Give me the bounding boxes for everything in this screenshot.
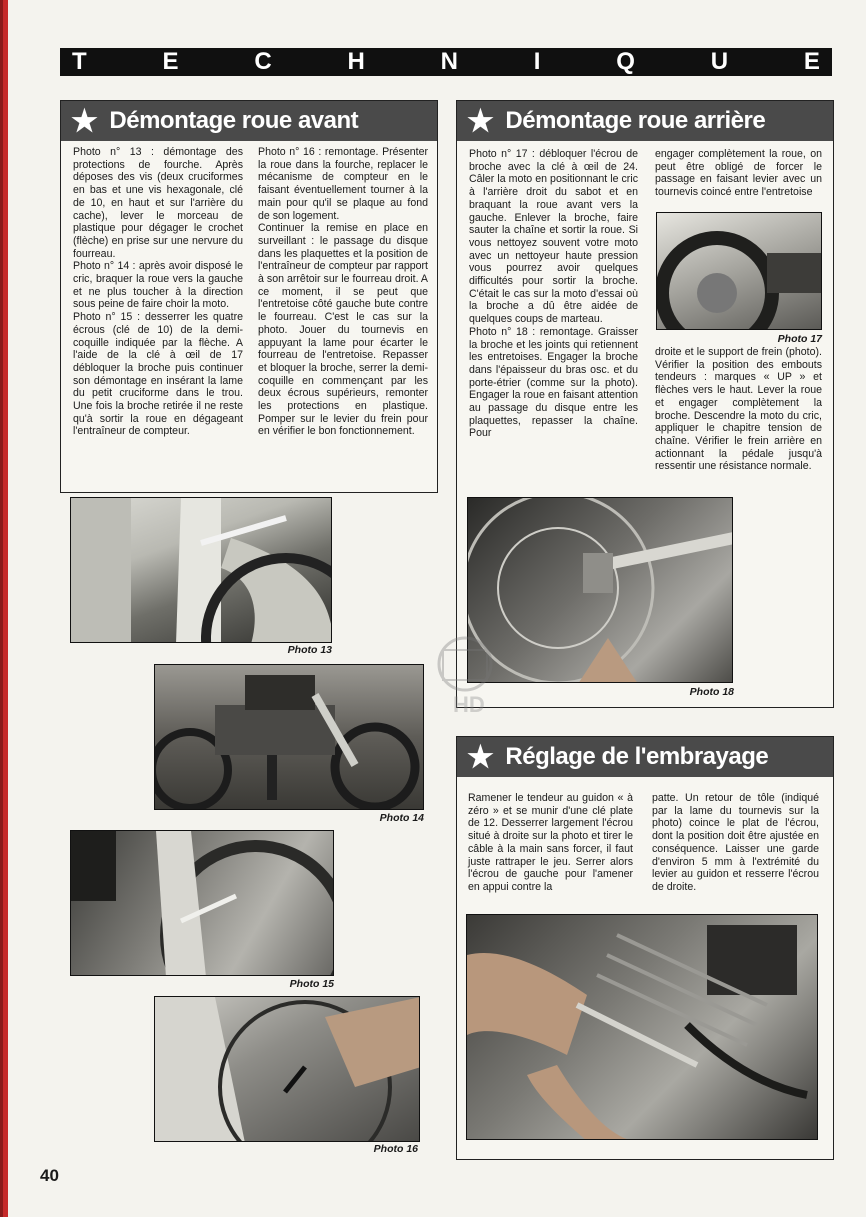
paragraph: Photo n° 15 : desserrer les quatre écrous (clé de 10) de la demi-coquille indiquée par la flèche. A l'aide de la clé à œil de 17 débloquer la broche puis continuer son démontage en insérant la lame du petit cruciforme dans le trou. Une fois la broche retirée il ne reste qu'à sortir la roue en dégageant l'entraîneur de compteur. xyxy=(73,311,243,438)
paragraph: Photo n° 16 : remontage. Présenter la roue dans la fourche, replacer le mécanisme de compteur en le faisant éventuellement tourner à la main pour qu'il se plaque au fond de son logement. xyxy=(258,146,428,222)
star-icon: ★ xyxy=(71,104,98,138)
clutch-adjustment-photo xyxy=(466,914,818,1140)
front-wheel-hub-illustration xyxy=(71,831,334,976)
photo-17-caption: Photo 17 xyxy=(777,333,822,345)
rear-wheel-column-2-top xyxy=(655,148,822,199)
technique-header-band xyxy=(60,48,832,76)
rear-wheel-column-2-bottom xyxy=(655,346,822,473)
photo-14-image xyxy=(154,664,424,810)
header-letter: I xyxy=(533,48,541,75)
front-wheel-column-2 xyxy=(258,146,428,438)
watermark-text: HD xyxy=(453,692,485,717)
photo-16-image xyxy=(154,996,420,1142)
paragraph: Continuer la remise en place en surveillant : le passage du disque dans les plaquettes et la position de l'entraîneur de compteur par rapport à son arrêtoir sur le fourreau droit. A ce moment, il se peut que l'entretoise côté gauche bute contre le fourreau. C'est le cas sur la photo. Jouer du tournevis en appuyant la lame pour écarter le fourreau de l'entretoise. Repasser et bloquer la broche, serrer la demi-coquille en commençant par les deux écrous supérieurs, remonter les protections en plastique. Pomper sur le levier du frein pour en vérifier le bon fonctionnement. xyxy=(258,222,428,438)
paragraph: patte. Un retour de tôle (indiqué par la lame du tournevis sur la photo) coince le plat de l'écrou, dont la position doit être ajustée en conséquence. Laisser une garde d'environ 5 mm à l'extrémité du levier au guidon et resserre l'écrou de droite. xyxy=(652,792,819,893)
page-number: 40 xyxy=(40,1166,59,1185)
header-letter: Q xyxy=(616,48,635,75)
watermark-emblem xyxy=(425,632,505,722)
rear-wheel-tire-illustration xyxy=(657,213,822,330)
clutch-column-2 xyxy=(652,792,819,894)
header-letter: N xyxy=(440,48,458,75)
clutch-column-1 xyxy=(468,792,633,894)
photo-14-caption: Photo 14 xyxy=(379,812,424,824)
engine-cable-illustration xyxy=(467,915,818,1140)
section-title-text: Démontage roue arrière xyxy=(505,107,766,134)
header-letter: E xyxy=(803,48,820,75)
header-letter: U xyxy=(710,48,729,75)
paragraph: Photo n° 14 : après avoir disposé le cric, braquer la roue vers la gauche et ne plus toucher à la direction sous peine de faire choir la moto. xyxy=(73,260,243,311)
paragraph: engager complètement la roue, on peut être obligé de forcer le passage en faisant levier avec un tournevis coincé entre l'entretoise xyxy=(655,148,822,199)
photo-15-caption: Photo 15 xyxy=(289,978,334,990)
paragraph: Photo n° 17 : débloquer l'écrou de broche avec la clé à œil de 24. Câler la moto en positionnant le cric à l'arrière droit du sabot et en braquant la roue avant vers la gauche. Enlever la broche, faire sauter la chaîne et sortir la roue. Si vous nettoyez souvent votre moto avec un nettoyeur haute pression vous pourrez avoir quelques difficultés pour sortir la broche. C'était le cas sur la moto d'essai où la broche a dû être aidée de quelques coups de marteau. xyxy=(469,148,638,326)
rear-wheel-column-1 xyxy=(469,148,638,440)
photo-18-caption: Photo 18 xyxy=(689,686,734,698)
clutch-section-title xyxy=(457,737,833,777)
header-letter: H xyxy=(347,48,365,75)
photo-15-image xyxy=(70,830,334,976)
page-edge-dark-bar xyxy=(0,0,3,1217)
paragraph: droite et le support de frein (photo). Vérifier la position des embouts tendeurs : marques « UP » et flèches vers le haut. Lever la roue et engager complètement la broche. Descendre la moto du cric, appliquer le chapitre tension de chaîne. Vérifier le frein arrière en actionnant la pédale jusqu'à ressentir une résistance normale. xyxy=(655,346,822,473)
paragraph: Ramener le tendeur au guidon « à zéro » et se munir d'une clé plate de 12. Desserrer largement l'écrou situé à droite sur la photo et tirer le câble à la main sans forcer, il faut juste rattraper le jeu. Serrer alors l'écrou de gauche pour l'amener en appui contre la xyxy=(468,792,633,893)
header-letter: E xyxy=(162,48,179,75)
paragraph: Photo n° 13 : démontage des protections de fourche. Après déposes des vis (deux cruciformes en bas et une vis hexagonale, clé de 10, en haut et sur l'arrière du cache), lever le morceau de plastique pour dégager le crochet (flèche) en prise sur une nervure du fourreau. xyxy=(73,146,243,260)
header-letter: T xyxy=(72,48,87,75)
photo-13-caption: Photo 13 xyxy=(287,644,332,656)
motorcycle-on-jack-illustration xyxy=(155,665,424,810)
photo-16-caption: Photo 16 xyxy=(373,1143,418,1155)
photo-13-image xyxy=(70,497,332,643)
photo-17-image xyxy=(656,212,822,330)
photo-18-image xyxy=(467,497,733,683)
section-title-text: Démontage roue avant xyxy=(109,107,359,134)
paragraph: Photo n° 18 : remontage. Graisser la broche et les joints qui retiennent les entretoises. Engager la broche dans l'épaisseur du bras osc. et du porte-étrier (comme sur la photo). Engager la roue en faisant attention au passage du disque entre les plaquettes, repasser la chaîne. Pour xyxy=(469,325,638,440)
front-wheel-section-title xyxy=(61,101,437,141)
fork-guard-illustration xyxy=(71,498,332,643)
rear-wheel-section-title xyxy=(457,101,833,141)
swingarm-axle-illustration xyxy=(468,498,733,683)
fork-and-screwdriver-illustration xyxy=(155,997,420,1142)
front-wheel-column-1 xyxy=(73,146,243,438)
section-title-text: Réglage de l'embrayage xyxy=(505,743,769,770)
star-icon: ★ xyxy=(467,740,494,774)
hd-watermark-logo xyxy=(425,632,505,727)
header-letter: C xyxy=(254,48,272,75)
star-icon: ★ xyxy=(467,104,494,138)
